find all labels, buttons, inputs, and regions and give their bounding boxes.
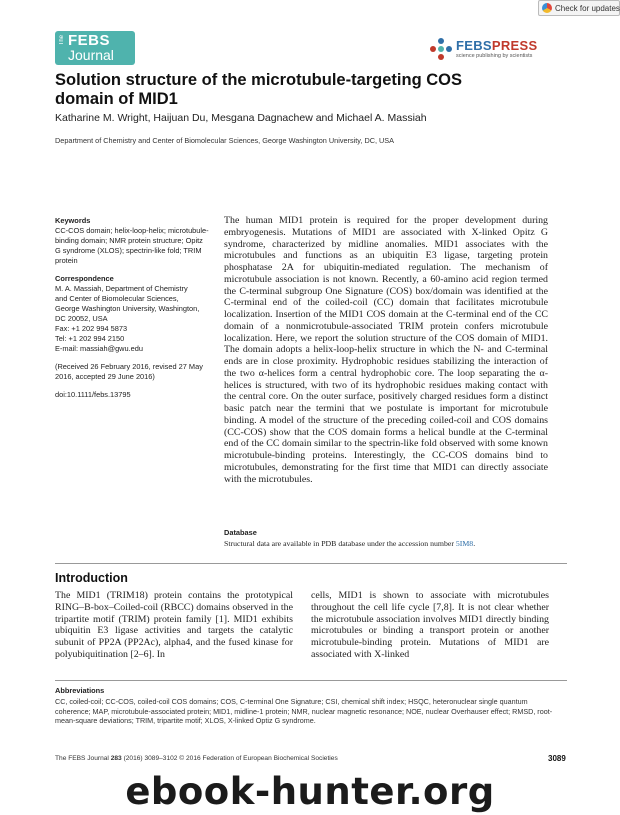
correspondence-line: M. A. Massiah, Department of Chemistry: [55, 284, 188, 293]
check-for-updates-button[interactable]: [538, 0, 620, 16]
journal-logo-febs: FEBS: [68, 32, 111, 49]
febs-press-logo: [430, 36, 560, 64]
journal-logo-the: The: [59, 35, 65, 46]
footer-citation: The FEBS Journal 283 (2016) 3089–3102 © 2016 Federation of European Biochemical Societies: [55, 755, 338, 762]
section-divider: [55, 563, 567, 564]
febs-press-tagline: science publishing by scientists: [456, 53, 533, 59]
database-heading: Database: [224, 528, 257, 537]
journal-logo-journal: Journal: [68, 47, 114, 63]
page-number: 3089: [548, 754, 566, 763]
update-icon: [542, 3, 552, 13]
correspondence-line: and Center of Biomolecular Sciences,: [55, 294, 179, 303]
febs-journal-logo: [55, 31, 135, 65]
abbreviations-divider: [55, 680, 567, 681]
article-authors: Katharine M. Wright, Haijuan Du, Mesgana Dagnachew and Michael A. Massiah: [55, 112, 427, 124]
introduction-column-right: cells, MID1 is shown to associate with microtubules throughout the cell life cycle [7,8]. It is not clear whether the microtubule association involves MID1 directly binding microtubules or binding a transport protein or another microtubule-binding protein. Mutations of MID1 are associated with X-linked: [311, 590, 549, 660]
correspondence-line: George Washington University, Washington,: [55, 304, 200, 313]
febs-press-dots-icon: [430, 38, 452, 60]
abstract-text: The human MID1 protein is required for the proper development during embryogenesis. Mutations of MID1 are associated with X-linked Opitz G syndrome, characterized by midline anomalies. MID1 associates with the microtubules and functions as an ubiquitin E3 ligase, targeting protein phosphatase 2A for ubiquitin-mediated regulation. The mechanism of microtubule association is not known. Recently, a 60-amino acid region termed the C-terminal subgroup One Signature (COS) box/domain was identified at the C-terminal end of the coiled-coil (CC) domain that facilitates microtubule localization. Insertion of the MID1 COS domain at the C-terminal end of the CC domain of a nonmicrotubule-associated TRIM protein confers microtubule localization. Here, we report the solution structure of the COS domain of MID1. The domain adopts a helix-loop-helix structure in which the N- and C-terminal ends are in close proximity. Hydrophobic residues stabilizing the interaction of the two α-helices form a central hydrophobic core. The loop separating the α-helices is structured, with two of its hydrophobic residues making contact with the central core. On the outer surface, positively charged residues form a distinct basic patch near the termini that we postulate is important for microtubule binding. A model of the structure of the preceding coiled-coil and COS domains (CC-COS) show that the COS domain forms a helical bundle at the C-terminal end of the CC domain similar to the spectrin-like fold observed with some known microtubule-binding proteins. Interestingly, the CC-COS domains bind to microtubules, demonstrating for the first time that MID1 can directly associate with the microtubules.: [224, 215, 548, 485]
introduction-heading: Introduction: [55, 571, 128, 585]
correspondence-fax: Fax: +1 202 994 5873: [55, 324, 128, 333]
correspondence-email[interactable]: E-mail: massiah@gwu.edu: [55, 344, 144, 353]
correspondence-tel: Tel: +1 202 994 2150: [55, 334, 125, 343]
article-sidebar: [55, 216, 210, 400]
check-for-updates-label: Check for updates: [555, 4, 620, 13]
article-title: Solution structure of the microtubule-targeting COS domain of MID1: [55, 71, 463, 108]
keywords-text: CC-COS domain; helix-loop-helix; microtubule-binding domain; NMR protein structure; Opitz G syndrome (XLOS); spectrin-like fold; TRIM protein: [55, 226, 209, 265]
abbreviations-text: CC, coiled-coil; CC-COS, coiled-coil COS domains; COS, C-terminal One Signature; CSI, chemical shift index; HSQC, heteronuclear single quantum coherence; MAP, microtubule-associated protein; MID1, midline-1 protein; NMR, nuclear magnetic resonance; NOE, nuclear Overhauser effect; RMSD, root-mean-square deviations; TRIM, tripartite motif; XLOS, X-linked Optiz G syndrome.: [55, 697, 553, 726]
correspondence-heading: Correspondence: [55, 274, 114, 283]
doi-link[interactable]: doi:10.1111/febs.13795: [55, 390, 131, 399]
watermark: ebook-hunter.org: [125, 770, 495, 813]
received-dates: (Received 26 February 2016, revised 27 May 2016, accepted 29 June 2016): [55, 362, 203, 381]
introduction-column-left: The MID1 (TRIM18) protein contains the prototypical RING–B-box–Coiled-coil (RBCC) domains observed in the tripartite motif (TRIM) protein family [1]. MID1 exhibits ubiquitin E3 ligase activities and targets the catalytic subunit of PP2A (PP2Ac), alpha4, and the fused kinase for polyubiquitination [2–6]. In: [55, 590, 293, 660]
article-affiliation: Department of Chemistry and Center of Biomolecular Sciences, George Washington University, DC, USA: [55, 136, 395, 145]
database-statement: Structural data are available in PDB database under the accession number 5IM8.: [224, 539, 476, 548]
keywords-heading: Keywords: [55, 216, 91, 225]
febs-press-name: FEBSPRESS: [456, 38, 538, 53]
abbreviations-heading: Abbreviations: [55, 686, 105, 695]
correspondence-line: DC 20052, USA: [55, 314, 108, 323]
pdb-accession-link[interactable]: 5IM8: [455, 539, 474, 548]
